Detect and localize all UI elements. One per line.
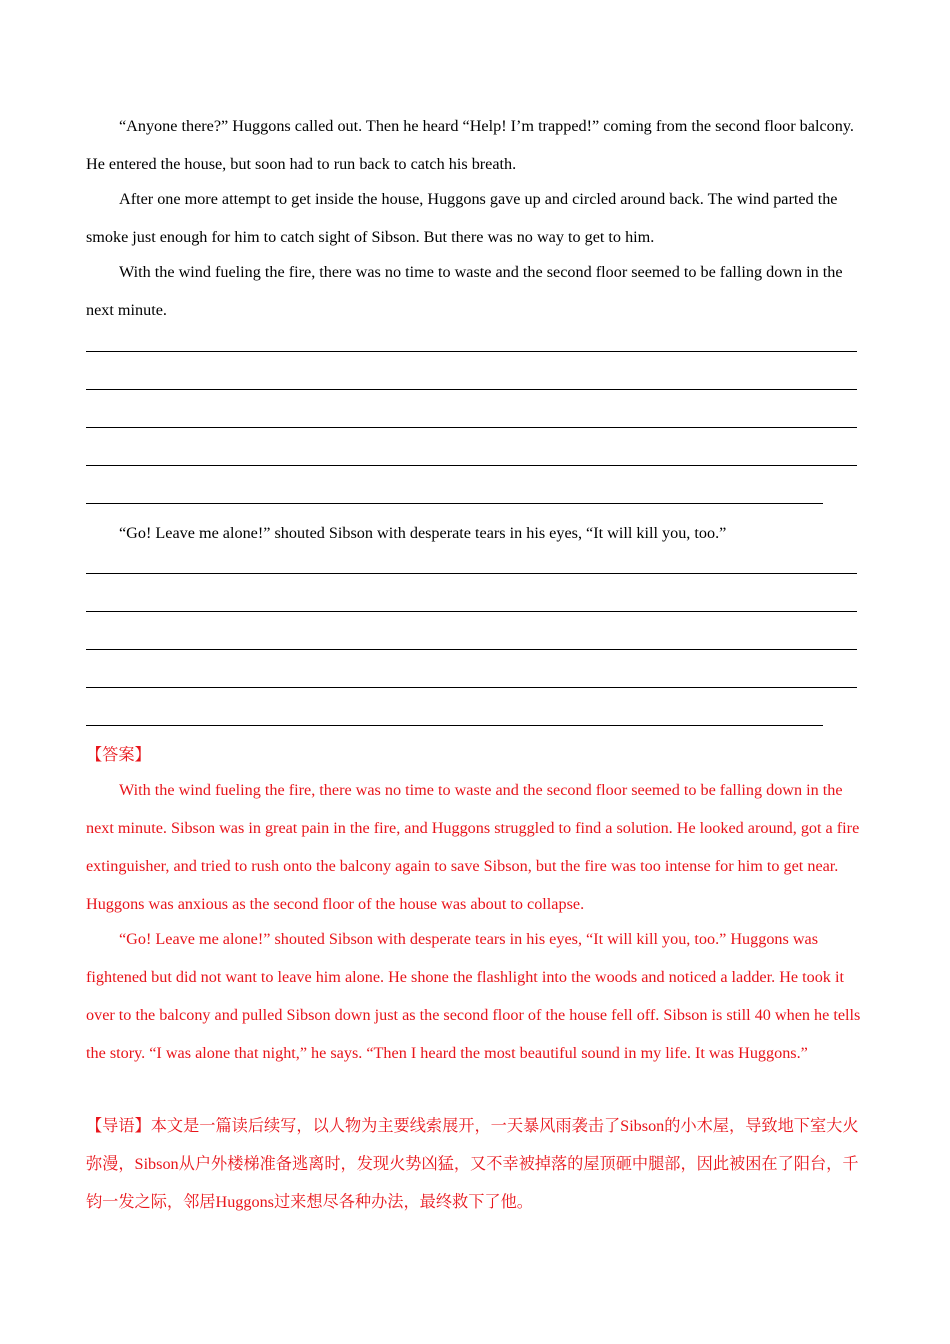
writing-line: [86, 687, 857, 688]
writing-line: [86, 389, 857, 390]
guide-paragraph: [86, 1107, 866, 1221]
writing-line: [86, 649, 857, 650]
writing-line: [86, 725, 823, 726]
writing-line: [86, 611, 857, 612]
writing-line: [86, 573, 857, 574]
story-paragraph-3: With the wind fueling the fire, there was no time to waste and the second floor seemed to be falling down in the next minute.: [86, 263, 843, 319]
story-paragraph-1: “Anyone there?” Huggons called out. Then he heard “Help! I’m trapped!” coming from the second floor balcony. He entered the house, but soon had to run back to catch his breath.: [86, 117, 854, 173]
writing-line: [86, 427, 857, 428]
guide-text: 本文是一篇读后续写，以人物为主要线索展开，一天暴风雨袭击了Sibson的小木屋，导致地下室大火弥漫，Sibson从户外楼梯准备逃离时，发现火势凶猛，又不幸被掉落的屋顶砸中腿部，因此被困在了阳台，千钧一发之际，邻居Huggons过来想尽各种办法，最终救下了他。: [86, 1117, 859, 1211]
writing-line: [86, 351, 857, 352]
writing-line: [86, 465, 857, 466]
answer-paragraph-2: “Go! Leave me alone!” shouted Sibson with desperate tears in his eyes, “It will kill you, too.” Huggons was fightened but did not want to leave him alone. He shone the flashlight into the woods and noticed a ladder. He took it over to the balcony and pulled Sibson down just as the second floor of the house fell off. Sibson is still 40 when he tells the story. “I was alone that night,” he says. “Then I heard the most beautiful sound in my life. It was Huggons.”: [86, 930, 861, 1062]
writing-line: [86, 503, 823, 504]
answer-paragraph-1: With the wind fueling the fire, there was no time to waste and the second floor seemed to be falling down in the next minute. Sibson was in great pain in the fire, and Huggons struggled to find a solution. He looked around, got a fire extinguisher, and tried to rush onto the balcony again to save Sibson, but the fire was too intense for him to get near. Huggons was anxious as the second floor of the house was about to collapse.: [86, 781, 860, 913]
second-paragraph-prompt: “Go! Leave me alone!” shouted Sibson with desperate tears in his eyes, “It will kill you, too.”: [119, 524, 727, 542]
answer-label: 【答案】: [86, 746, 151, 764]
story-paragraph-2: After one more attempt to get inside the house, Huggons gave up and circled around back. The wind parted the smoke just enough for him to catch sight of Sibson. But there was no way to get to him.: [86, 190, 838, 246]
guide-label: 【导语】: [86, 1117, 151, 1135]
